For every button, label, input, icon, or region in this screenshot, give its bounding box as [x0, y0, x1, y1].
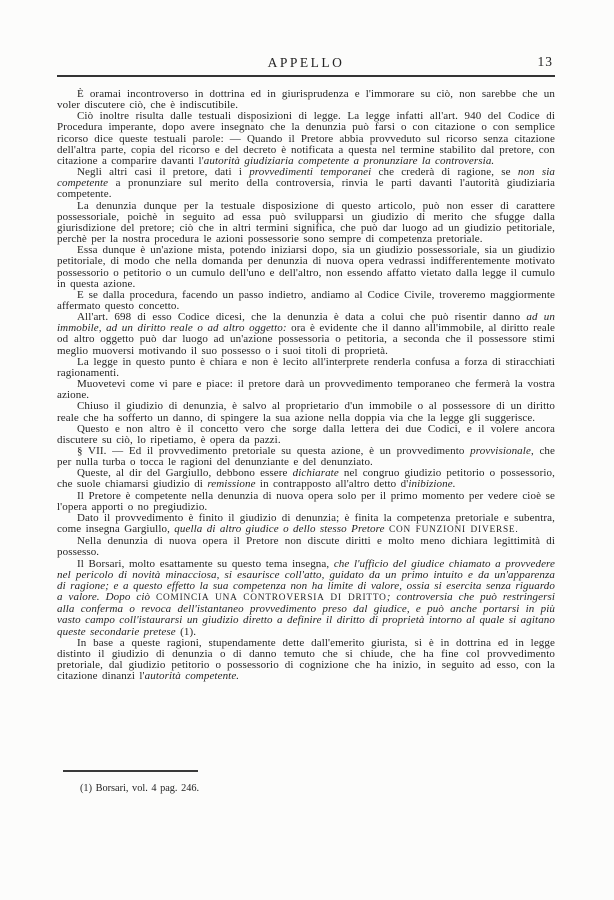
page-body-text [57, 89, 555, 682]
italic-run: provvisionale [470, 445, 531, 457]
italic-run: inibizione. [408, 478, 456, 491]
text-run: Il Pretore è competente nella denunzia di nuova opera solo per il primo momento per vedere cioè se l'opera apporti o no pregiudizio. [57, 489, 555, 513]
text-run: in contrapposto all'altro detto d' [255, 478, 409, 491]
paragraph [57, 379, 555, 401]
text-run: Dato il provvedimento è finito il giudizio di denunzia; è finita la competenza pretoriale e subentra, come insegna Gargiullo, [57, 511, 555, 536]
italic-run: dichiarate [292, 467, 339, 480]
paragraph [57, 536, 555, 558]
italic-run: autorità giudiziaria competente a pronunziare la controversia. [203, 154, 495, 167]
text-run: nel congruo giudizio petitorio o possessorio, che suole chiamarsi giudizio di [57, 467, 555, 491]
paragraph [57, 468, 555, 490]
paragraph [57, 446, 555, 468]
paragraph [57, 89, 555, 111]
paragraph [57, 245, 555, 290]
text-run: Il Borsari, molto esattamente su questo tema insegna, [77, 557, 334, 570]
text-run: La legge in questo punto è chiara e non è lecito all'interprete renderla confusa a forza di stiracchiati ragionamenti. [57, 355, 555, 379]
text-run: ora è evidente che il danno all'immobile, al diritto reale od altro oggetto può dar luogo ad un'azione possessoria o petitoria, a seconda che il possessore stimi meglio muoversi motivando il suo possesso o i suoi titoli di proprietà. [57, 322, 555, 357]
paragraph [57, 201, 555, 246]
italic-run: quella di altro giudice o dello stesso Pretore [174, 523, 385, 536]
text-run: È oramai incontroverso in dottrina ed in giurisprudenza e l'immorare su ciò, non sarebbe che un voler discutere ciò, che è indiscutibile. [57, 88, 555, 112]
small-caps-run: CON FUNZIONI DIVERSE. [388, 525, 519, 536]
text-run: Essa dunque è un'azione mista, potendo iniziarsi dopo, sia un giudizio possessoriale, sia un giudizio petitoriale, di modo che nella domanda per denunzia di nuova opera vedrassi indifferentemente motivato possessorio o petitorio o un cumulo dell'uno e dell'altro, non essendo affatto vietato dalla legge il cumulo in questa azione. [57, 244, 555, 290]
italic-run: non sia competente [57, 166, 555, 190]
paragraph [57, 559, 555, 638]
small-caps-run: COMINCIA UNA CONTROVERSIA DI DRITTO [156, 593, 387, 604]
text-run: Ciò inoltre risulta dalle testuali disposizioni di legge. La legge infatti all'art. 940 del Codice di Procedura imperante, dopo avere insegnato che la denunzia può farsi o con citazione o con semplice ricorso dice queste testuali parole: — Quando il Pretore abbia provveduto sul ricorso senza citazione dell'altra parte, copia del ricorso e del decreto è notificata a questa nel termine stabilito dal pretore, con citazione a comparire davanti l' [57, 110, 555, 167]
text-run: Chiuso il giudizio di denunzia, è salvo al proprietario d'un immobile o al possessore di un diritto reale che ha sofferto un danno, di spingere la sua azione nella doppia via che la legge gli suggerisce. [57, 400, 555, 424]
italic-run: autorità competente. [144, 670, 240, 683]
paragraph [57, 357, 555, 379]
paragraph [57, 111, 555, 167]
italic-run: remissione [207, 478, 256, 491]
paragraph [57, 491, 555, 513]
paragraph [57, 312, 555, 357]
text-run: Questo e non altro è il concetto vero che sorge dalla lettera dei due Codici, e il volere ancora discutere su ciò, lo ripetiamo, è opera da pazzi. [57, 422, 555, 446]
text-run: Queste, al dir del Gargiullo, debbono essere [77, 467, 293, 480]
page-number: 13 [537, 54, 553, 69]
running-title: APPELLO [267, 55, 345, 70]
text-run: In base a queste ragioni, stupendamente dette dall'emerito giurista, si è in dottrina ed in legge distinto il giudizio di denunzia o di danno temuto che si chiude, che ha fine col provvedimento pretoriale, dal giudizio petitorio o possessorio di cognizione che ha inizio, in seguito ad esso, con la citazione dinanzi l' [57, 636, 555, 683]
text-run: Nella denunzia di nuova opera il Pretore non discute diritti e molto meno dichiara legittimità di possesso. [57, 535, 555, 559]
footnote-area [57, 770, 555, 794]
footnote-text: (1) Borsari, vol. 4 pag. 246. [80, 782, 200, 794]
paragraph [57, 424, 555, 446]
text-run: , che per nulla turba o tocca le ragioni del denunziante e del denunziato. [57, 445, 556, 469]
italic-run: provvedimenti temporanei [249, 166, 372, 179]
paragraph [57, 513, 555, 536]
italic-run: che l'ufficio del giudice chiamato a provvedere nel pericolo di novità minacciosa, si esaurisce coll'atto, guidato da un primo intuito e da un'apparenza di ragione; e a questo effetto la sua competenza non ha limite di valore, ossia si esercita senza riguardo a valore. Dopo ciò [57, 557, 556, 604]
page-header [57, 54, 555, 70]
paragraph [57, 167, 555, 200]
italic-run: ad un immobile, ad un diritto reale o ad altro oggetto: [57, 311, 556, 335]
footnote-rule [63, 770, 198, 772]
paragraph [57, 638, 555, 683]
header-rule [57, 75, 555, 77]
paragraph [57, 290, 555, 312]
text-run: a pronunziare sul merito della controversia, rinvia le parti davanti l'autorità giudiziaria competente. [57, 177, 555, 201]
paragraph [57, 401, 555, 423]
text-run: (1). [180, 625, 197, 638]
text-run: La denunzia dunque per la testuale disposizione di questo articolo, può non esser di carattere possessoriale, poichè in seguito ad essa può svilupparsi un giudizio di merito che sfugge dalla giurisdizione del pretore; ciò che in altri termini significa, che può dar luogo ad un giudizio petitoriale, perchè per la nostra procedura le azioni possessorie sono sempre di competenza pretoriale. [57, 199, 555, 246]
text-run: Negli altri casi il pretore, dati i [77, 166, 250, 179]
text-run: che crederà di ragione, se [371, 166, 518, 179]
text-run: All'art. 698 di esso Codice dicesi, che la denunzia è data a colui che può risentir danno [77, 311, 527, 324]
text-run: Muovetevi come vi pare e piace: il pretore darà un provvedimento temporaneo che fermerà la vostra azione. [57, 378, 555, 402]
italic-run: ; controversia che può restringersi alla conferma o revoca dell'istantaneo provvedimento preso dal giudice, e può anche portarsi in più vasto campo coll'istaurarsi un giudizio diretto a definire il diritto di proprietà intorno al quale si agitano queste secondarie pretese [57, 591, 555, 638]
text-run: E se dalla procedura, facendo un passo indietro, andiamo al Codice Civile, troveremo maggiormente affermato questo concetto. [57, 288, 555, 312]
text-run: § VII. — Ed il provvedimento pretoriale su questa azione, è un provvedimento [77, 445, 471, 457]
